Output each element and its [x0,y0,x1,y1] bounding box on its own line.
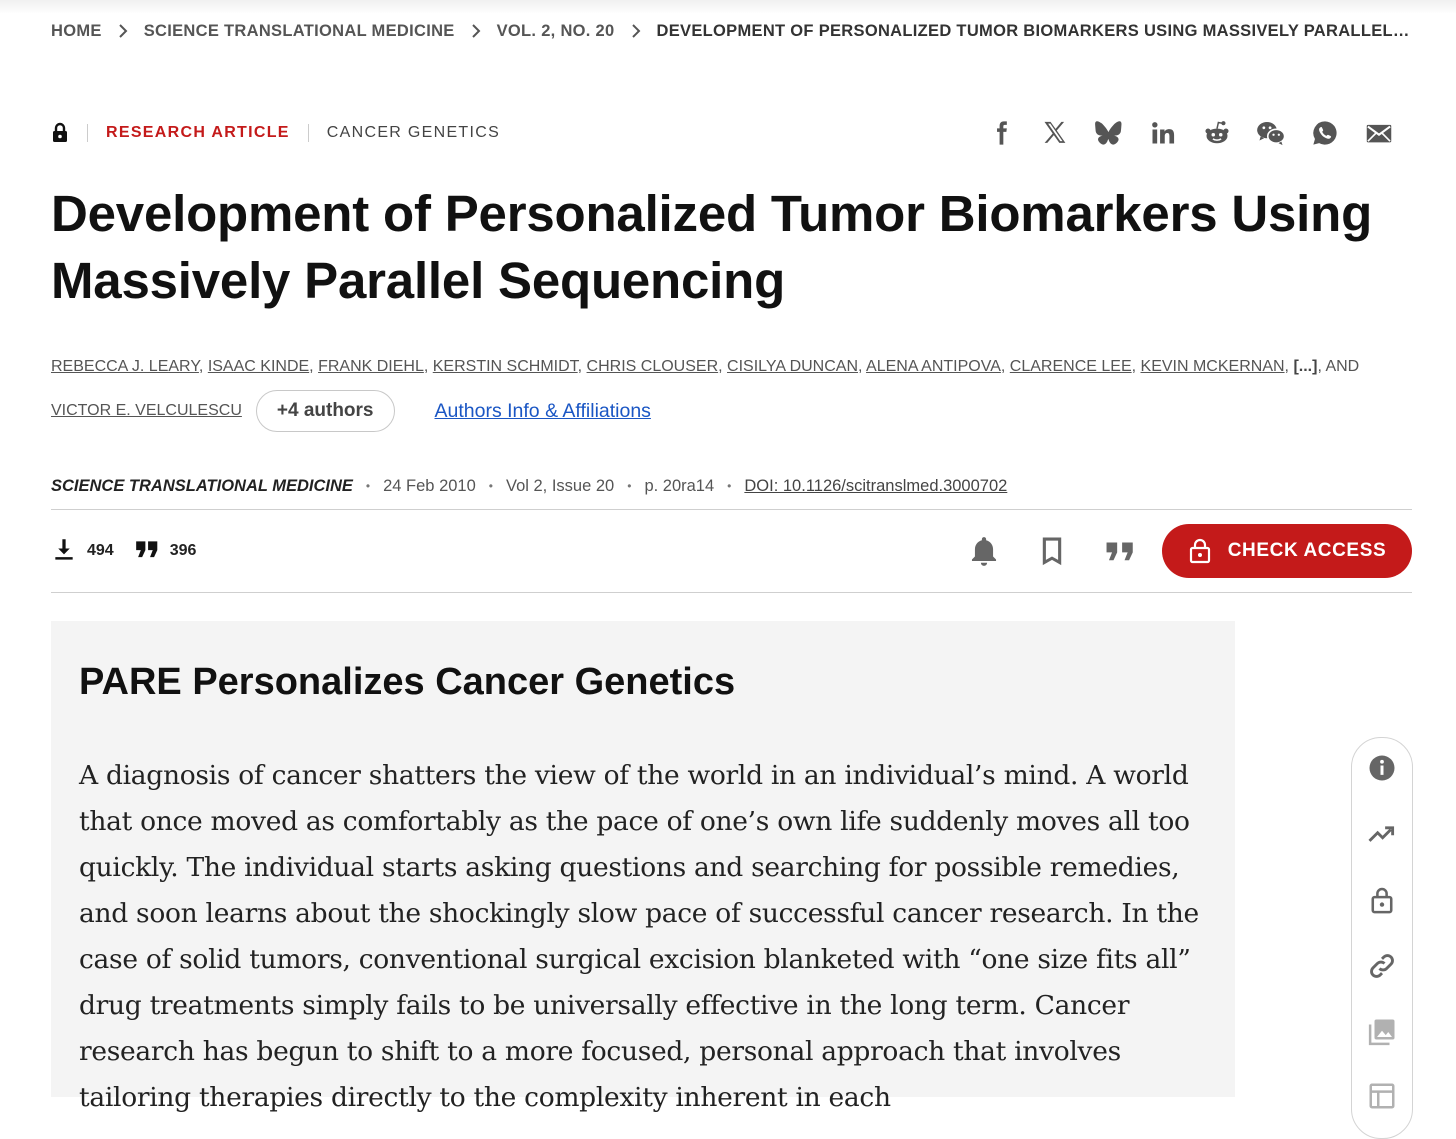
separator-dot: • [727,479,732,493]
divider [87,124,88,142]
separator-dot: • [488,479,493,493]
check-access-button[interactable] [1162,524,1412,578]
article-section[interactable]: CANCER GENETICS [326,124,501,141]
separator-dot: • [627,479,632,493]
divider [308,124,309,142]
authors-ellipsis[interactable]: [...] [1293,358,1318,375]
x-icon[interactable] [1028,119,1082,147]
download-count: 494 [87,542,114,559]
author-link[interactable]: CISILYA DUNCAN [727,358,859,375]
page-number: p. 20ra14 [644,476,715,495]
wechat-icon[interactable] [1244,119,1298,147]
summary-text: A diagnosis of cancer shatters the view of the world in an individual’s mind. A world that once moved as comfortably as the pace of one’s own life suddenly moves all too quickly. The individual starts asking questions and searching for possible remedies, and soon learns about the shockingly slow pace of successful cancer research. In the case of solid tumors, conventional surgical excision blanketed with “one size fits all” drug treatments simply fails to be universally effective in the long term. Cancer research has begun to shift to a more focused, personal approach that involves tailoring therapies directly to the complexity inherent in each [79,760,1199,1113]
author-link[interactable]: KEVIN MCKERNAN [1140,358,1285,375]
author-link[interactable]: CHRIS CLOUSER [586,358,719,375]
lock-open-icon [1188,538,1212,564]
author-link[interactable]: ALENA ANTIPOVA [866,358,1001,375]
facebook-icon[interactable] [974,119,1028,147]
publication-info [51,473,1007,499]
info-icon[interactable] [1352,753,1412,783]
bookmark-icon[interactable] [1018,534,1086,568]
bluesky-icon[interactable] [1082,119,1136,147]
article-meta-row [51,120,500,146]
image-icon[interactable] [1352,1017,1412,1047]
linkedin-icon[interactable] [1136,119,1190,147]
citation-count: 396 [169,542,197,559]
cite-icon[interactable] [1086,534,1154,568]
author-link[interactable]: REBECCA J. LEARY [51,358,199,375]
author-list: REBECCA J. LEARY, ISAAC KINDE, FRANK DIEHL, KERSTIN SCHMIDT, CHRIS CLOUSER, CISILYA DUNCAN, ALENA ANTIPOVA, CLARENCE LEE, KEVIN MCKERNAN, [...], AND [51,358,1360,375]
breadcrumb [51,20,1410,42]
side-toolbar [1351,737,1413,1139]
editors-summary [51,621,1235,1113]
link-icon[interactable] [1352,951,1412,981]
divider [51,592,1412,593]
chevron-right-icon [615,24,657,38]
breadcrumb-current: DEVELOPMENT OF PERSONALIZED TUMOR BIOMARKERS USING MASSIVELY PARALLEL… [656,21,1410,40]
breadcrumb-home[interactable]: HOME [51,21,102,40]
breadcrumb-issue[interactable]: VOL. 2, NO. 20 [496,21,615,40]
lock-icon[interactable] [1352,885,1412,915]
table-icon[interactable] [1352,1081,1412,1111]
bell-icon[interactable] [950,534,1018,568]
email-icon[interactable] [1352,119,1406,147]
trending-icon[interactable] [1352,819,1412,849]
share-bar [974,116,1406,150]
doi-link[interactable]: DOI: 10.1126/scitranslmed.3000702 [744,476,1008,495]
publication-date: 24 Feb 2010 [383,476,476,495]
article-type[interactable]: RESEARCH ARTICLE [106,124,290,141]
article-title: Development of Personalized Tumor Biomarkers Using Massively Parallel Sequencing [51,185,1373,309]
author-link[interactable]: KERSTIN SCHMIDT [432,358,578,375]
author-link[interactable]: CLARENCE LEE [1009,358,1132,375]
author-link[interactable]: ISAAC KINDE [207,358,310,375]
download-icon[interactable] [51,536,77,567]
separator-dot: • [365,479,371,493]
divider [51,509,1412,510]
summary-heading: PARE Personalizes Cancer Genetics [79,661,736,703]
chevron-right-icon [102,24,144,38]
author-row-2 [51,389,651,433]
lock-icon [51,122,69,144]
author-link[interactable]: VICTOR E. VELCULESCU [51,402,242,419]
volume-issue[interactable]: Vol 2, Issue 20 [505,476,615,495]
whatsapp-icon[interactable] [1298,119,1352,147]
reddit-icon[interactable] [1190,119,1244,147]
check-access-label: CHECK ACCESS [1227,539,1387,561]
more-authors-button[interactable]: +4 authors [256,390,395,432]
breadcrumb-journal[interactable]: SCIENCE TRANSLATIONAL MEDICINE [143,21,455,40]
author-link[interactable]: FRANK DIEHL [318,358,424,375]
affiliations-link[interactable]: Authors Info & Affiliations [434,399,651,422]
chevron-right-icon [455,24,497,38]
authors-and: , AND [1317,358,1360,375]
citation-icon[interactable] [134,536,160,567]
article-metrics [51,536,216,566]
journal-name[interactable]: SCIENCE TRANSLATIONAL MEDICINE [51,476,353,495]
article-actions [950,523,1412,578]
